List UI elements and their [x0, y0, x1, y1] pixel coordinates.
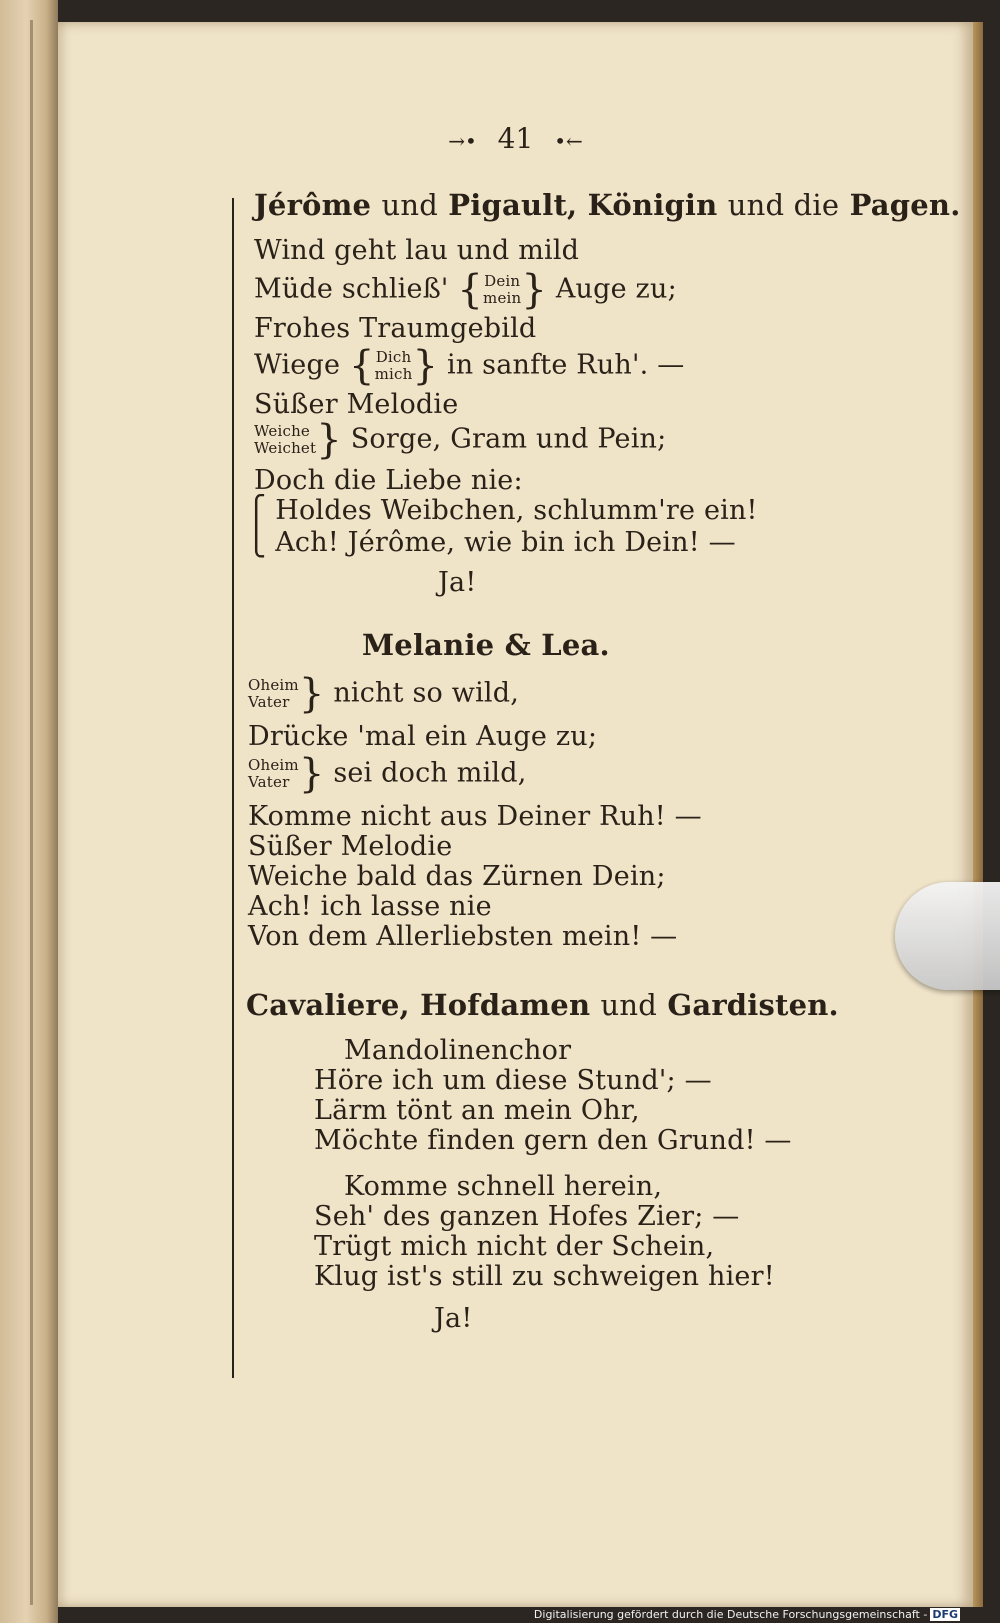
- choice-option: Oheim: [248, 756, 299, 774]
- verse-text: in sanfte Ruh'. —: [446, 349, 685, 381]
- verse-line: Klug ist's still zu schweigen hier!: [314, 1261, 775, 1292]
- choice-stack: [375, 349, 413, 383]
- section3-heading: [246, 990, 839, 1020]
- choice-option: Oheim: [248, 676, 299, 694]
- verse-line: Seh' des ganzen Hofes Zier; —: [314, 1201, 740, 1232]
- verse-line-choice: [248, 751, 527, 797]
- heading-names: Pigault, Königin: [448, 188, 718, 222]
- verse-text: Holdes Weibchen, schlumm're ein!: [275, 495, 758, 526]
- choice-option: Vater: [248, 693, 290, 711]
- verse-line: Doch die Liebe nie:: [254, 465, 523, 496]
- footer-credit: [534, 1608, 960, 1621]
- verse-line: Frohes Traumgebild: [254, 313, 537, 344]
- choice-option: Dein: [484, 272, 521, 290]
- verse-line-choice: [254, 343, 685, 389]
- footer-text: Digitalisierung gefördert durch die Deutsche Forschungsgemeinschaft -: [533, 1608, 928, 1621]
- heading-conjunction: und die: [727, 188, 840, 222]
- verse-line: [246, 528, 736, 558]
- heading-name-pagen: Pagen.: [849, 188, 961, 222]
- page-edge: [973, 22, 983, 1607]
- book-page: [58, 22, 973, 1607]
- verse-text: Ach! Jérôme, wie bin ich Dein! —: [275, 527, 736, 558]
- brace-close-icon: }: [298, 751, 325, 797]
- verse-line: Höre ich um diese Stund'; —: [314, 1065, 712, 1096]
- verse-line: Von dem Allerliebsten mein! —: [248, 921, 678, 952]
- heading-names: Gardisten.: [667, 988, 839, 1022]
- verse-text: Sorge, Gram und Pein;: [350, 423, 667, 455]
- dfg-logo: DFG: [932, 1608, 958, 1621]
- brace-open-icon: {: [457, 267, 484, 313]
- bracket-icon: ⎧: [246, 495, 276, 526]
- choice-option: Weiche: [254, 422, 311, 440]
- heading-conjunction: und: [600, 988, 658, 1022]
- verse-line: Komme schnell herein,: [344, 1171, 663, 1202]
- heading-name-jerome: Jérôme: [254, 188, 372, 222]
- choice-stack: [248, 677, 299, 711]
- page-number-line: [58, 122, 973, 155]
- verse-line: Ja!: [434, 1303, 473, 1334]
- page-number: 41: [497, 122, 534, 155]
- verse-line: Ja!: [438, 567, 477, 598]
- section2-heading: Melanie & Lea.: [362, 628, 610, 662]
- verse-line: Drücke 'mal ein Auge zu;: [248, 721, 598, 752]
- heading-names: Cavaliere, Hofdamen: [246, 988, 591, 1022]
- verse-line: Süßer Melodie: [254, 389, 459, 420]
- verse-text: Auge zu;: [555, 273, 677, 305]
- bracket-icon: ⎩: [246, 527, 276, 558]
- brace-close-icon: }: [412, 343, 439, 389]
- choice-option: Dich: [375, 348, 412, 366]
- section1-heading: [254, 190, 961, 220]
- page-clip: [895, 882, 1000, 990]
- verse-text: nicht so wild,: [333, 677, 520, 709]
- verse-line: Möchte finden gern den Grund! —: [314, 1125, 792, 1156]
- verse-line: Wind geht lau und mild: [254, 235, 580, 266]
- margin-rule: [232, 198, 234, 1378]
- verse-line-choice: [254, 267, 677, 313]
- spine-edge: [30, 20, 33, 1605]
- choice-stack: [483, 273, 521, 307]
- arrow-left-icon: →•: [448, 129, 477, 153]
- verse-line: Lärm tönt an mein Ohr,: [314, 1095, 640, 1126]
- brace-close-icon: }: [521, 267, 548, 313]
- choice-stack: [248, 757, 299, 791]
- verse-line: Mandolinenchor: [344, 1035, 572, 1066]
- choice-option: Weichet: [254, 439, 317, 457]
- verse-line: Ach! ich lasse nie: [248, 891, 492, 922]
- verse-text: sei doch mild,: [333, 757, 527, 789]
- arrow-right-icon: •←: [554, 129, 583, 153]
- brace-open-icon: {: [348, 343, 375, 389]
- verse-line: Weiche bald das Zürnen Dein;: [248, 861, 666, 892]
- brace-close-icon: }: [298, 671, 325, 717]
- choice-option: Vater: [248, 773, 290, 791]
- choice-stack: [254, 423, 316, 457]
- verse-line: Trügt mich nicht der Schein,: [314, 1231, 715, 1262]
- brace-close-icon: }: [316, 417, 342, 463]
- verse-line-choice: [254, 417, 667, 463]
- verse-line: [246, 496, 758, 526]
- verse-line: Süßer Melodie: [248, 831, 453, 862]
- heading-conjunction: und: [381, 188, 438, 222]
- choice-option: mein: [483, 289, 522, 307]
- choice-option: mich: [374, 365, 413, 383]
- book-spine: [0, 0, 58, 1623]
- verse-line-choice: [248, 671, 520, 717]
- verse-line: Komme nicht aus Deiner Ruh! —: [248, 801, 702, 832]
- verse-text: Müde schließ': [254, 273, 449, 305]
- verse-text: Wiege: [254, 349, 341, 381]
